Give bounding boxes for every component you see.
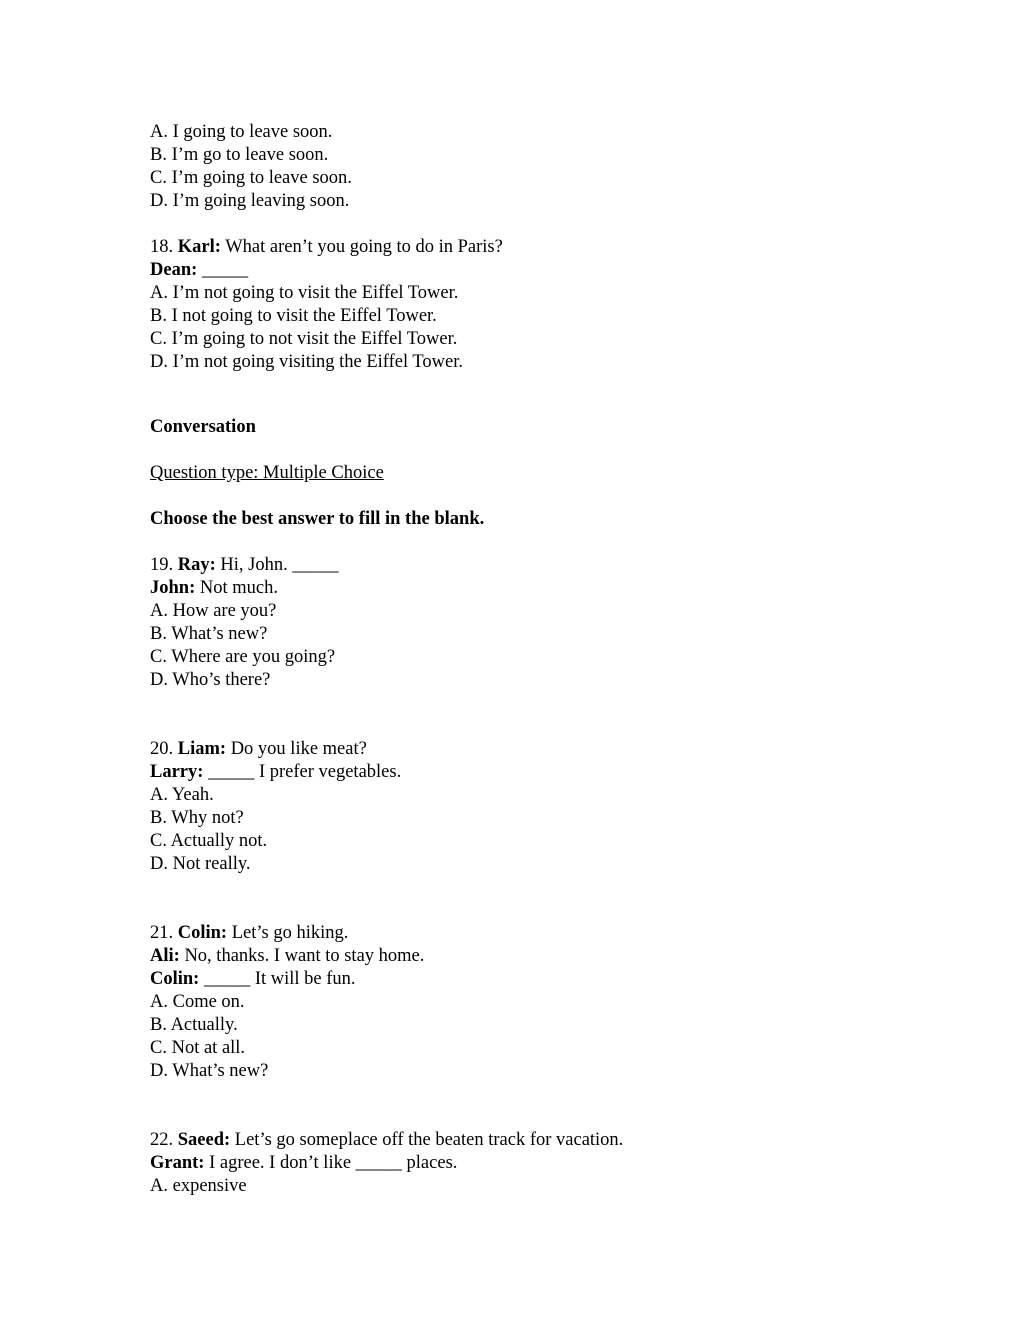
q21-option-d: D. What’s new? xyxy=(150,1061,269,1081)
q19-option-d: D. Who’s there? xyxy=(150,670,271,690)
q20-line-1: Do you like meat? xyxy=(230,739,367,759)
q22-option-a: A. expensive xyxy=(150,1176,247,1196)
q20-speaker-1: Liam: xyxy=(177,739,227,759)
q20-line-2: _____ I prefer vegetables. xyxy=(208,762,402,782)
q21-line-2: No, thanks. I want to stay home. xyxy=(184,946,425,966)
q22-response xyxy=(150,1152,457,1175)
q19-option-b: B. What’s new? xyxy=(150,624,268,644)
q20-option-d: D. Not really. xyxy=(150,854,251,874)
q19-option-a: A. How are you? xyxy=(150,601,277,621)
q20-response xyxy=(150,761,401,784)
q18-line-2: _____ xyxy=(201,260,249,280)
q18-option-c: C. I’m going to not visit the Eiffel Tower. xyxy=(150,329,458,349)
q19-line-1: Hi, John. _____ xyxy=(220,555,339,575)
q20-option-b: B. Why not? xyxy=(150,808,244,828)
q17-option-a: A. I going to leave soon. xyxy=(150,122,333,142)
q22-line-1: Let’s go someplace off the beaten track for vacation. xyxy=(234,1130,624,1150)
q21-prompt xyxy=(150,922,348,945)
q21-line-3: _____ It will be fun. xyxy=(203,969,356,989)
q18-speaker-2: Dean: xyxy=(150,260,198,280)
q21-option-c: C. Not at all. xyxy=(150,1038,246,1058)
section-heading: Conversation xyxy=(150,417,256,437)
q17-option-d: D. I’m going leaving soon. xyxy=(150,191,350,211)
q19-number: 19. xyxy=(150,555,174,575)
q17-option-c: C. I’m going to leave soon. xyxy=(150,168,352,188)
q17-option-b: B. I’m go to leave soon. xyxy=(150,145,329,165)
q22-line-2: I agree. I don’t like _____ places. xyxy=(209,1153,458,1173)
instruction: Choose the best answer to fill in the blank. xyxy=(150,509,485,529)
q22-speaker-2: Grant: xyxy=(150,1153,205,1173)
q20-option-a: A. Yeah. xyxy=(150,785,214,805)
q19-option-c: C. Where are you going? xyxy=(150,647,336,667)
q19-line-2: Not much. xyxy=(199,578,278,598)
q22-number: 22. xyxy=(150,1130,174,1150)
q21-response-2 xyxy=(150,968,356,991)
q20-prompt xyxy=(150,738,367,761)
q19-response xyxy=(150,577,278,600)
q21-option-a: A. Come on. xyxy=(150,992,245,1012)
q21-line-1: Let’s go hiking. xyxy=(231,923,349,943)
q18-option-a: A. I’m not going to visit the Eiffel Tower. xyxy=(150,283,459,303)
q18-number: 18. xyxy=(150,237,174,257)
q18-prompt xyxy=(150,236,503,259)
q19-speaker-1: Ray: xyxy=(177,555,216,575)
q21-speaker-1: Colin: xyxy=(177,923,228,943)
q19-prompt xyxy=(150,554,339,577)
q18-speaker-1: Karl: xyxy=(177,237,221,257)
q22-speaker-1: Saeed: xyxy=(177,1130,231,1150)
q18-line-1: What aren’t you going to do in Paris? xyxy=(225,237,503,257)
q22-prompt xyxy=(150,1129,623,1152)
q20-number: 20. xyxy=(150,739,174,759)
q20-option-c: C. Actually not. xyxy=(150,831,268,851)
q19-speaker-2: John: xyxy=(150,578,196,598)
q18-option-b: B. I not going to visit the Eiffel Tower. xyxy=(150,306,437,326)
q20-speaker-2: Larry: xyxy=(150,762,204,782)
q21-speaker-2: Ali: xyxy=(150,946,180,966)
q21-response-1 xyxy=(150,945,424,968)
q21-speaker-3: Colin: xyxy=(150,969,200,989)
q21-number: 21. xyxy=(150,923,174,943)
q18-response xyxy=(150,259,248,282)
q18-option-d: D. I’m not going visiting the Eiffel Tower. xyxy=(150,352,464,372)
question-type: Question type: Multiple Choice xyxy=(150,463,384,483)
q21-option-b: B. Actually. xyxy=(150,1015,238,1035)
